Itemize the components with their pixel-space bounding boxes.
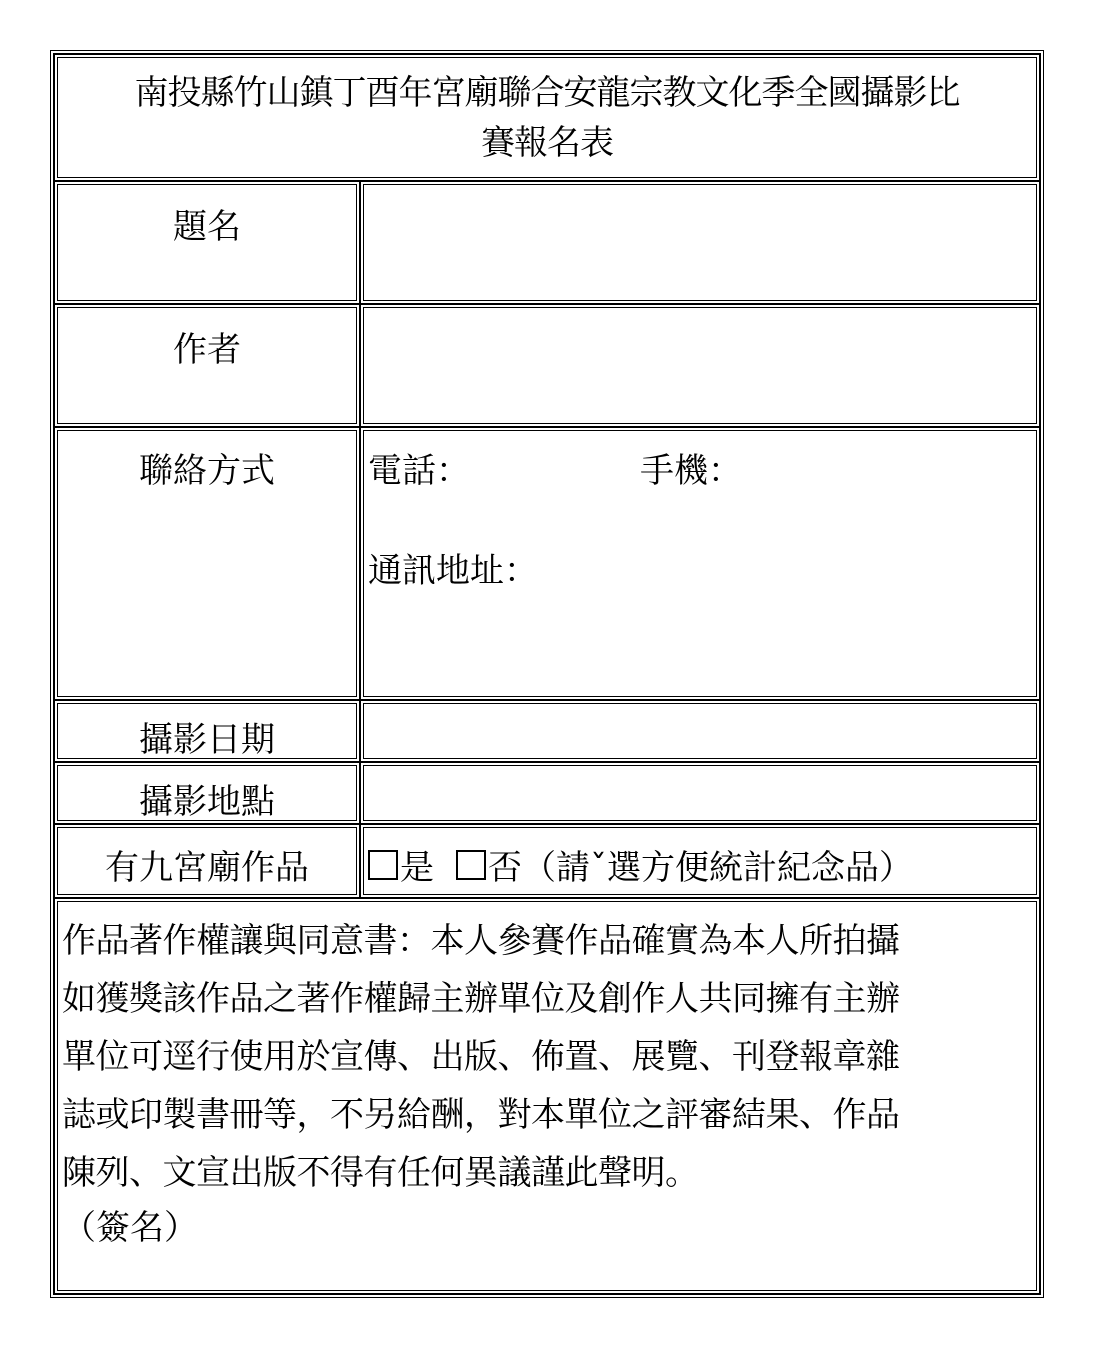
form-title-line-1: 南投縣竹山鎮丁酉年宮廟聯合安龍宗教文化季全國攝影比 <box>134 72 960 113</box>
nine-temples-label-cell <box>54 824 360 898</box>
author-label: 作者 <box>173 330 241 370</box>
statement-line: 作品著作權讓與同意書：本人參賽作品確實為本人所拍攝 <box>62 921 900 961</box>
phone-label: 電話： <box>368 451 470 491</box>
work-title-label-cell <box>54 181 360 304</box>
yes-checkbox[interactable] <box>368 850 398 880</box>
mobile-label: 手機： <box>640 451 742 491</box>
no-checkbox[interactable] <box>456 850 486 880</box>
contact-field[interactable] <box>360 427 1040 700</box>
statement-line: 如獲獎該作品之著作權歸主辦單位及創作人共同擁有主辦 <box>62 979 900 1019</box>
statement-line: 單位可逕行使用於宣傳、出版、佈置、展覽、刊登報章雜 <box>62 1037 900 1077</box>
form-title-line-2: 賽報名表 <box>481 122 613 163</box>
author-label-cell <box>54 304 360 427</box>
shoot-date-label: 攝影日期 <box>139 720 275 760</box>
work-title-label: 題名 <box>173 207 241 247</box>
registration-form <box>50 50 1044 1298</box>
form-title <box>54 54 1040 181</box>
nine-temples-field <box>360 824 1040 898</box>
shoot-date-field[interactable] <box>360 700 1040 762</box>
nine-temples-label: 有九宮廟作品 <box>105 848 309 888</box>
signature-label[interactable]: （簽名） <box>62 1208 198 1248</box>
shoot-date-label-cell <box>54 700 360 762</box>
copyright-statement <box>54 898 1040 1294</box>
work-title-field[interactable] <box>360 181 1040 304</box>
nine-temples-options <box>368 840 913 889</box>
contact-label-cell <box>54 427 360 700</box>
shoot-place-field[interactable] <box>360 762 1040 824</box>
address-label: 通訊地址： <box>368 551 538 591</box>
no-option-label: 否（請ˇ選方便統計紀念品） <box>488 848 913 888</box>
author-field[interactable] <box>360 304 1040 427</box>
shoot-place-label-cell <box>54 762 360 824</box>
yes-option-label: 是 <box>400 848 434 888</box>
statement-line: 陳列、文宣出版不得有任何異議謹此聲明。 <box>62 1153 699 1193</box>
shoot-place-label: 攝影地點 <box>139 782 275 822</box>
contact-label: 聯絡方式 <box>139 451 275 491</box>
statement-line: 誌或印製書冊等，不另給酬，對本單位之評審結果、作品 <box>62 1095 900 1135</box>
